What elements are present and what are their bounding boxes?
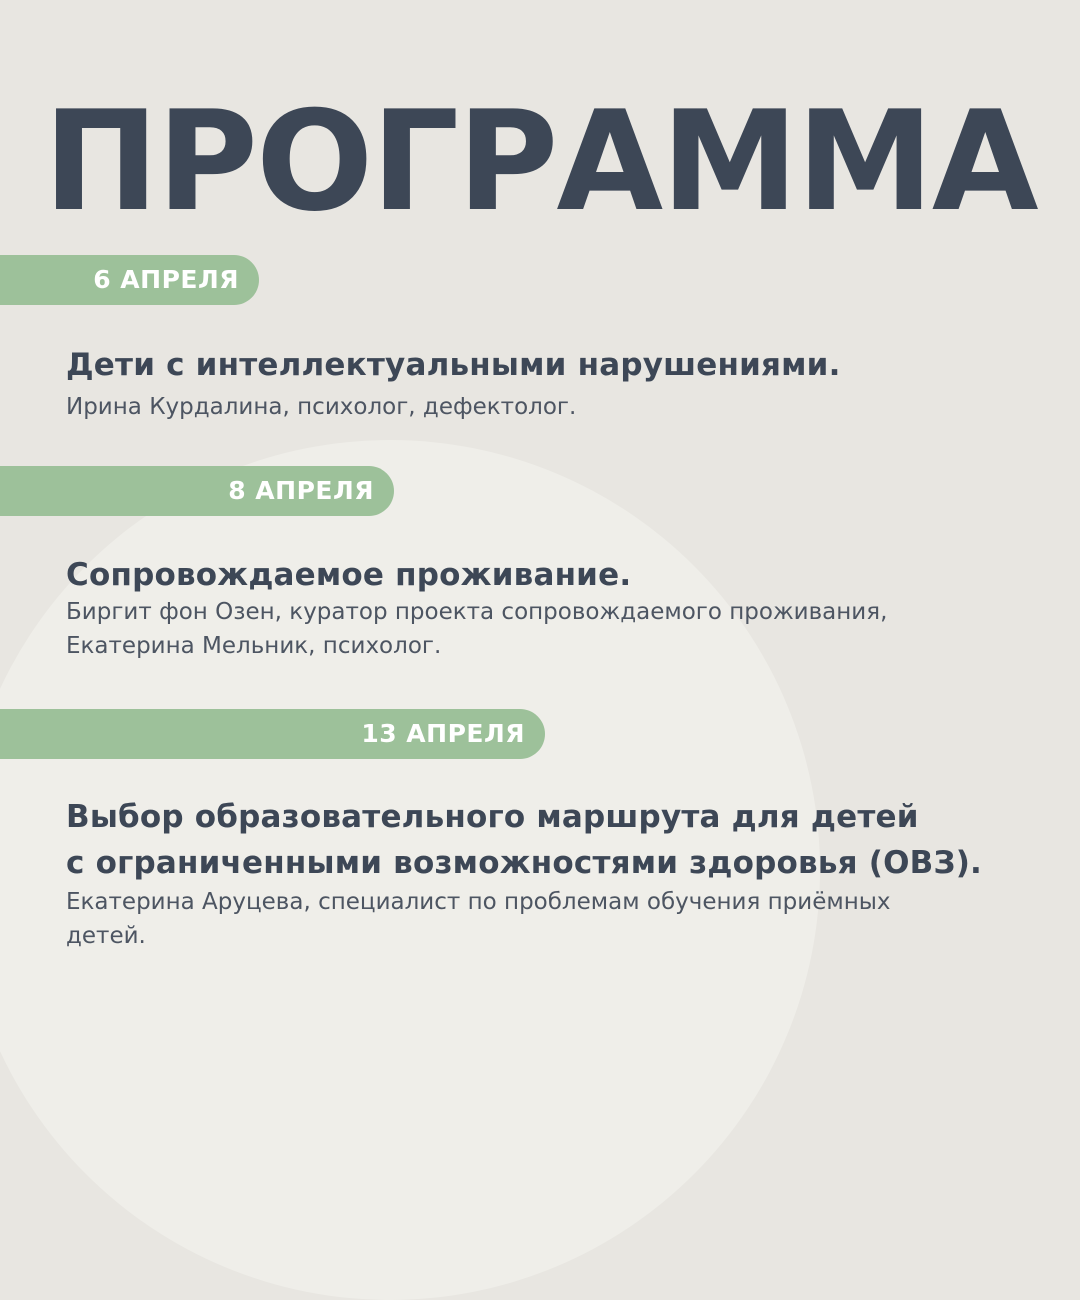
event-speakers-3 <box>66 885 1066 953</box>
event-title-3-line-2: с ограниченными возможностями здоровья (ОВЗ). <box>66 845 983 881</box>
event-speakers-3-line-1: Екатерина Аруцева, специалист по проблемам обучения приёмных <box>66 889 891 915</box>
page-title: ПРОГРАММА <box>43 81 1037 242</box>
event-title-1: Дети с интеллектуальными нарушениями. <box>66 347 841 383</box>
event-title-3-line-1: Выбор образовательного маршрута для детей <box>66 799 919 835</box>
event-title-3 <box>66 794 1066 886</box>
event-speakers-2-line-1: Биргит фон Озен, куратор проекта сопровождаемого проживания, <box>66 599 888 625</box>
date-badge-1: 6 АПРЕЛЯ <box>0 255 259 305</box>
event-speakers-3-line-2: детей. <box>66 923 146 949</box>
date-badge-3: 13 АПРЕЛЯ <box>0 709 545 759</box>
event-speakers-2 <box>66 595 1056 663</box>
event-speakers-2-line-2: Екатерина Мельник, психолог. <box>66 633 442 659</box>
date-badge-2: 8 АПРЕЛЯ <box>0 466 394 516</box>
event-title-2: Сопровождаемое проживание. <box>66 557 632 593</box>
event-speakers-1: Ирина Курдалина, психолог, дефектолог. <box>66 394 577 420</box>
